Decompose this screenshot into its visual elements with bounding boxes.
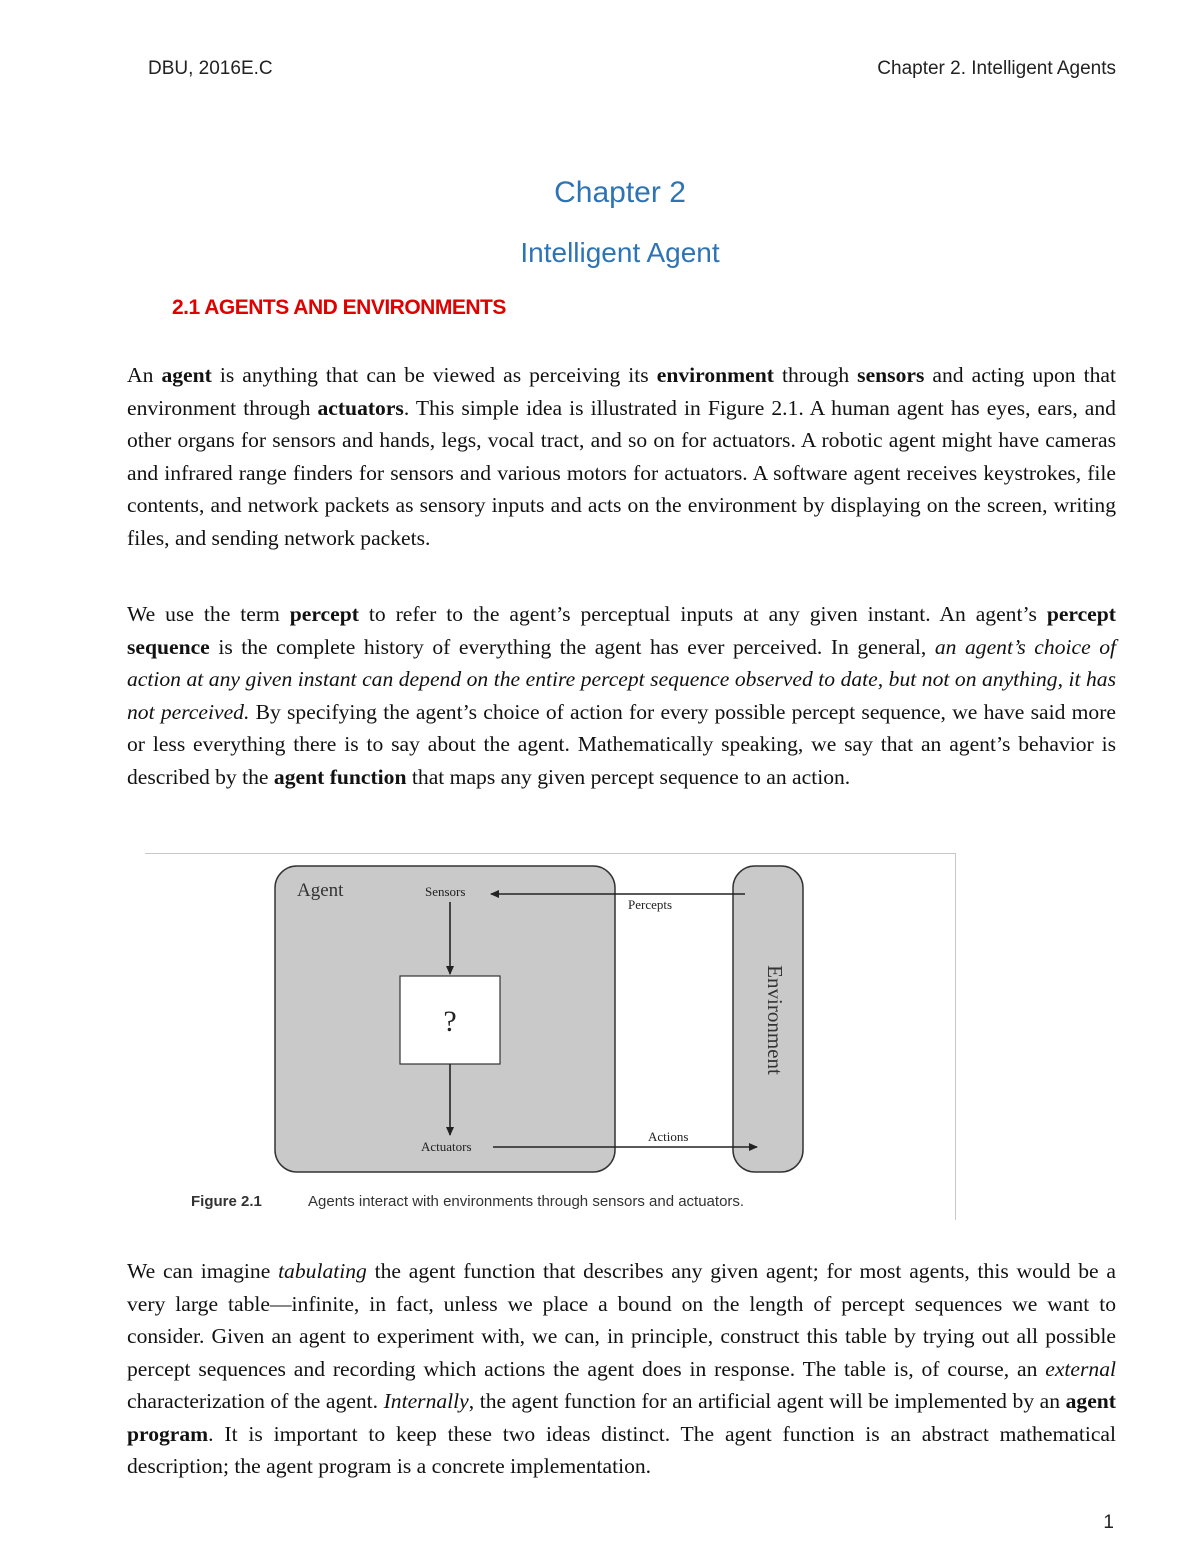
- percepts-label: Percepts: [628, 897, 673, 912]
- chapter-title: Chapter 2: [554, 176, 686, 209]
- paragraph-percept: We use the term percept to refer to the agent’s perceptual inputs at any given instant. An agent’s percept sequence is the complete history of everything the agent has ever perceived. In general, an agent’s choice of action at any given instant can depend on the entire percept sequence observed to date, but not on anything, it has not perceived. By specifying the agent’s choice of action for every possible percept sequence, we have said more or less everything there is to say about the agent. Mathematically speaking, we say that an agent’s behavior is described by the agent function that maps any given percept sequence to an action.: [127, 602, 1116, 789]
- paragraph-agent-definition: An agent is anything that can be viewed as perceiving its environment through sensors and acting upon that environment through actuators. This simple idea is illustrated in Figure 2.1. A human agent has eyes, ears, and other organs for sensors and hands, legs, vocal tract, and so on for actuators. A robotic agent might have cameras and infrared range finders for sensors and various motors for actuators. A software agent receives keystrokes, file contents, and network packets as sensory inputs and acts on the environment by displaying on the screen, writing files, and sending network packets.: [127, 363, 1117, 550]
- figure-caption-text: Agents interact with environments through sensors and actuators.: [308, 1193, 745, 1210]
- section-heading: 2.1 AGENTS AND ENVIRONMENTS: [172, 296, 506, 319]
- actions-label: Actions: [648, 1129, 689, 1144]
- agent-label: Agent: [297, 880, 344, 901]
- sensors-label: Sensors: [425, 884, 466, 899]
- figure-caption-number: Figure 2.1: [191, 1193, 262, 1210]
- header-right: Chapter 2. Intelligent Agents: [877, 58, 1116, 79]
- actuators-label: Actuators: [421, 1139, 472, 1154]
- environment-label: Environment: [763, 965, 787, 1075]
- chapter-subtitle: Intelligent Agent: [520, 237, 720, 268]
- page-number: 1: [1103, 1512, 1114, 1533]
- header-left: DBU, 2016E.C: [148, 58, 273, 79]
- paragraph-agent-program: We can imagine tabulating the agent function that describes any given agent; for most agents, this would be a very large table—infinite, in fact, unless we place a bound on the length of percept sequences we want to consider. Given an agent to experiment with, we can, in principle, construct this table by trying out all possible percept sequences and recording which actions the agent does in response. The table is, of course, an external characterization of the agent. Internally, the agent function for an artificial agent will be implemented by an agent program. It is important to keep these two ideas distinct. The agent function is an abstract mathematical description; the agent program is a concrete implementation.: [127, 1259, 1116, 1478]
- figure-agent-environment: [145, 853, 956, 1220]
- decision-box-label: ?: [443, 1005, 457, 1038]
